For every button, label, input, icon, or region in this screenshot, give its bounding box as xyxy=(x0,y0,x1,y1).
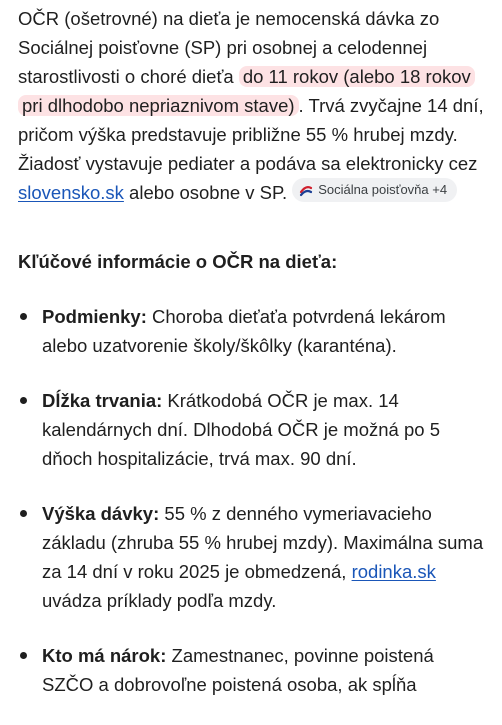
bullet-icon xyxy=(20,397,27,404)
intro-text-2: . Trvá zvyčajne 14 dní, pričom výška predstavuje približne 55 % hrubej mzdy. Žiadosť vystavuje pediater a podáva sa elektronicky cez xyxy=(18,95,484,174)
intro-text-3: alebo osobne v SP. xyxy=(123,182,288,203)
list-item-text: Choroba dieťaťa potvrdená lekárom alebo uzatvorenie školy/škôlky (karanténa). xyxy=(42,306,446,356)
highlighted-text: do 11 rokov (alebo 18 rokov pri dlhodobo nepriaznivom stave) xyxy=(18,66,475,116)
slovensko-link[interactable]: slovensko.sk xyxy=(18,182,124,203)
intro-text: OČR (ošetrovné) na dieťa je nemocenská dávka zo Sociálnej poisťovne (SP) pri osobnej a celodennej starostlivosti o choré dieťa xyxy=(18,8,440,87)
source-chip-label: Sociálna poisťovňa +4 xyxy=(318,182,448,197)
sp-logo-icon xyxy=(299,183,313,197)
list-item-term: Podmienky: xyxy=(42,306,147,327)
ai-answer xyxy=(18,4,488,725)
list-item-text: Krátkodobá OČR je max. 14 kalendárnych dní. Dlhodobá OČR je možná po 5 dňoch hospitalizácie, trvá max. 90 dní. xyxy=(42,390,440,469)
section-title: Kľúčové informácie o OČR na dieťa: xyxy=(18,251,338,272)
list-item-text: 55 % z denného vymeriavacieho základu (zhruba 55 % hrubej mzdy). Maximálna suma za 14 dní v roku 2025 je obmedzená, xyxy=(42,503,484,582)
list-item xyxy=(18,641,488,699)
list-item-term: Výška dávky: xyxy=(42,503,160,524)
bullet-icon xyxy=(20,313,27,320)
list-item-term: Dĺžka trvania: xyxy=(42,390,163,411)
list-item-text: Zamestnanec, povinne poistená SZČO a dobrovoľne poistená osoba, ak spĺňa xyxy=(42,645,434,695)
list-item-text-after: uvádza príklady podľa mzdy. xyxy=(42,590,277,611)
bullet-icon xyxy=(20,652,27,659)
key-info-list xyxy=(18,302,488,699)
source-chip[interactable] xyxy=(292,178,457,202)
rodinka-link[interactable]: rodinka.sk xyxy=(351,561,436,582)
bullet-icon xyxy=(20,510,27,517)
list-item xyxy=(18,499,488,615)
list-item xyxy=(18,302,488,360)
list-item-term: Kto má nárok: xyxy=(42,645,167,666)
intro-paragraph xyxy=(18,4,488,207)
list-item xyxy=(18,386,488,473)
